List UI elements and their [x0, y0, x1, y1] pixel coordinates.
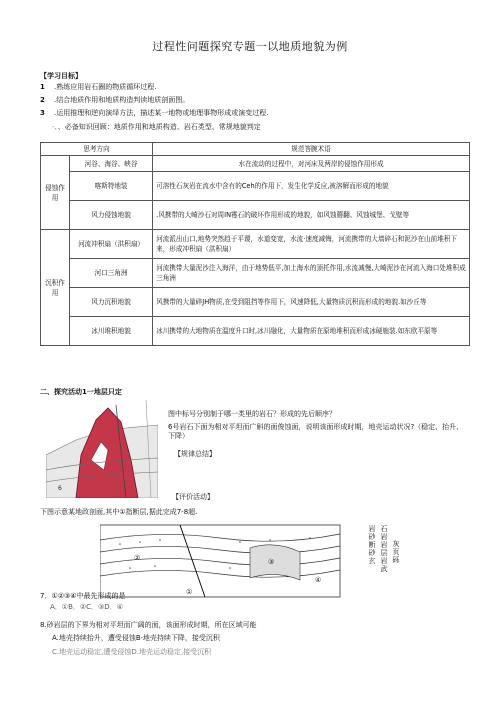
stratum-mark-3: ③ — [268, 558, 275, 566]
table-row — [41, 317, 470, 346]
question-8: 8.砂岩层的下界为相对平坦而广阔的面，该面形成时期，所在区域可能 — [40, 621, 257, 629]
table-header-direction: 思考方向 — [41, 143, 153, 156]
table-cell-name: 河口三角洲 — [70, 259, 153, 288]
table-cell-desc: 水在流动的过程中，对河床及两岸的侵蚀作用形成 — [153, 156, 470, 172]
table-row — [41, 156, 470, 172]
question-7-options: A．①B．②C．③D．④ — [50, 603, 123, 611]
table-header-terms: 规范答腕术语 — [153, 143, 470, 156]
table-row — [41, 259, 470, 288]
section-2-heading: 二、探究活动1一地层只定 — [40, 388, 122, 396]
table-cell-name: 河谷、海谷、峡谷 — [70, 156, 153, 172]
table-cell-name: 河流冲积扇（洪积扇） — [70, 230, 153, 259]
eval-text: 下图示意某地政剖面,其中①指断层,据此完成7-8超. — [40, 508, 198, 516]
table-cell-desc: .风携带的大崎沙石对周IN霉石的破坏作用形成的地貌，如风蚀蘑翻、风蚀城堡、戈壁等 — [153, 201, 470, 230]
stratum-mark-2: ② — [134, 554, 141, 562]
table-cell-name: 风力沉积地貌 — [70, 288, 153, 317]
table-cell-desc: 河流携带大量泥沙注入海洋，由于地势低平,加上海水的顶托作用,水流减慢,大崎泥沙在河流入海口处堆积成三角洲 — [153, 259, 470, 288]
table-cell-name: 风力侵蚀地貌 — [70, 201, 153, 230]
table-cell-name: 冰川堆积地貌 — [70, 317, 153, 346]
section-1-heading: ·、、必备知识回顾：地质作用和地质构造、岩石类型、常规地貌判定 — [52, 123, 261, 131]
rock-strata-figure — [46, 400, 158, 498]
eval-activity-heading: 【评价活动】 — [172, 493, 214, 501]
figure-label-6: 6 — [58, 485, 62, 492]
table-group-deposition: 沉积作用 — [41, 230, 70, 346]
fault-mark-1: ① — [186, 588, 193, 596]
goals-heading: 【学习目标】 — [40, 72, 82, 80]
table-cell-desc: 可溶性石灰岩在流水中含有的Ceh的作用下，发生化学反应,被溶解而形成的地貌 — [153, 172, 470, 201]
page-title: 过程性问题探究专题一以地质地貌为例 — [152, 40, 348, 53]
question-6: 6号岩石下面为相对平坦而广斛的面俊蚀面，说明该面形成时期，地壳运动状况?（稳定、抬升、下降） — [168, 423, 464, 440]
table-cell-desc: 冰川携带的大地物质在温度升口时,冰川融化，大量物质在原地堆积而形成冰硬施装.如东欧平原等 — [153, 317, 470, 346]
table-cell-name: 喀斯特地装 — [70, 172, 153, 201]
table-cell-desc: 河流派出山口,地势突然趋于平谡，水道变宽，水流·速度减悔，河流携带的大墙碎石和泥沙在山前堆积下来，形成冲积扇（洪积扇） — [153, 230, 470, 259]
question-8-option-cd: C.地壳运动稳定,遭受侵蚀D.地壳运动稳定,接受沉积 — [52, 648, 212, 656]
goal-item-2: 2 .结合地质作用和地质构造判读地质剖面图。 — [40, 96, 190, 104]
table-row — [41, 201, 470, 230]
legend-vertical-2: 石岩岩层岩武 — [380, 525, 388, 573]
goal-item-1: 1 .熟练应用岩石圈的物质循环过程. — [40, 83, 157, 91]
geologic-section-figure — [100, 520, 360, 600]
table-row — [41, 172, 470, 201]
legend-vertical-1: 岩砂断砂玄 — [368, 525, 376, 565]
question-7: 7．①②③④中最先形成的是 — [40, 592, 126, 600]
stratum-mark-4: ④ — [315, 576, 322, 584]
table-header-row — [41, 143, 470, 156]
table-row — [41, 288, 470, 317]
rule-summary: 【规律总结】 — [174, 450, 216, 458]
legend-vertical-3: 灰页砾 — [392, 540, 400, 564]
goal-item-3: 3 .运用推理和逆向演绎方法，描述某一地物或地理事物形成或演变过程. — [40, 109, 269, 117]
table-row — [41, 230, 470, 259]
knowledge-table — [40, 142, 470, 346]
question-intro: 图中标号分别制于哪一类里的岩石？形成的先后顺序？ — [168, 410, 336, 418]
table-cell-desc: 风携带的大量碎JH物质,在受到阻挡等作用下，风速降低,大量物质沉积而形成的地貌.如沙丘等 — [153, 288, 470, 317]
question-8-option-ab: A.地壳持续抬升，遭受侵蚀B·地壳持续下降，接受沉积 — [52, 634, 220, 642]
table-group-erosion: 侵蚀作用 — [41, 156, 70, 230]
